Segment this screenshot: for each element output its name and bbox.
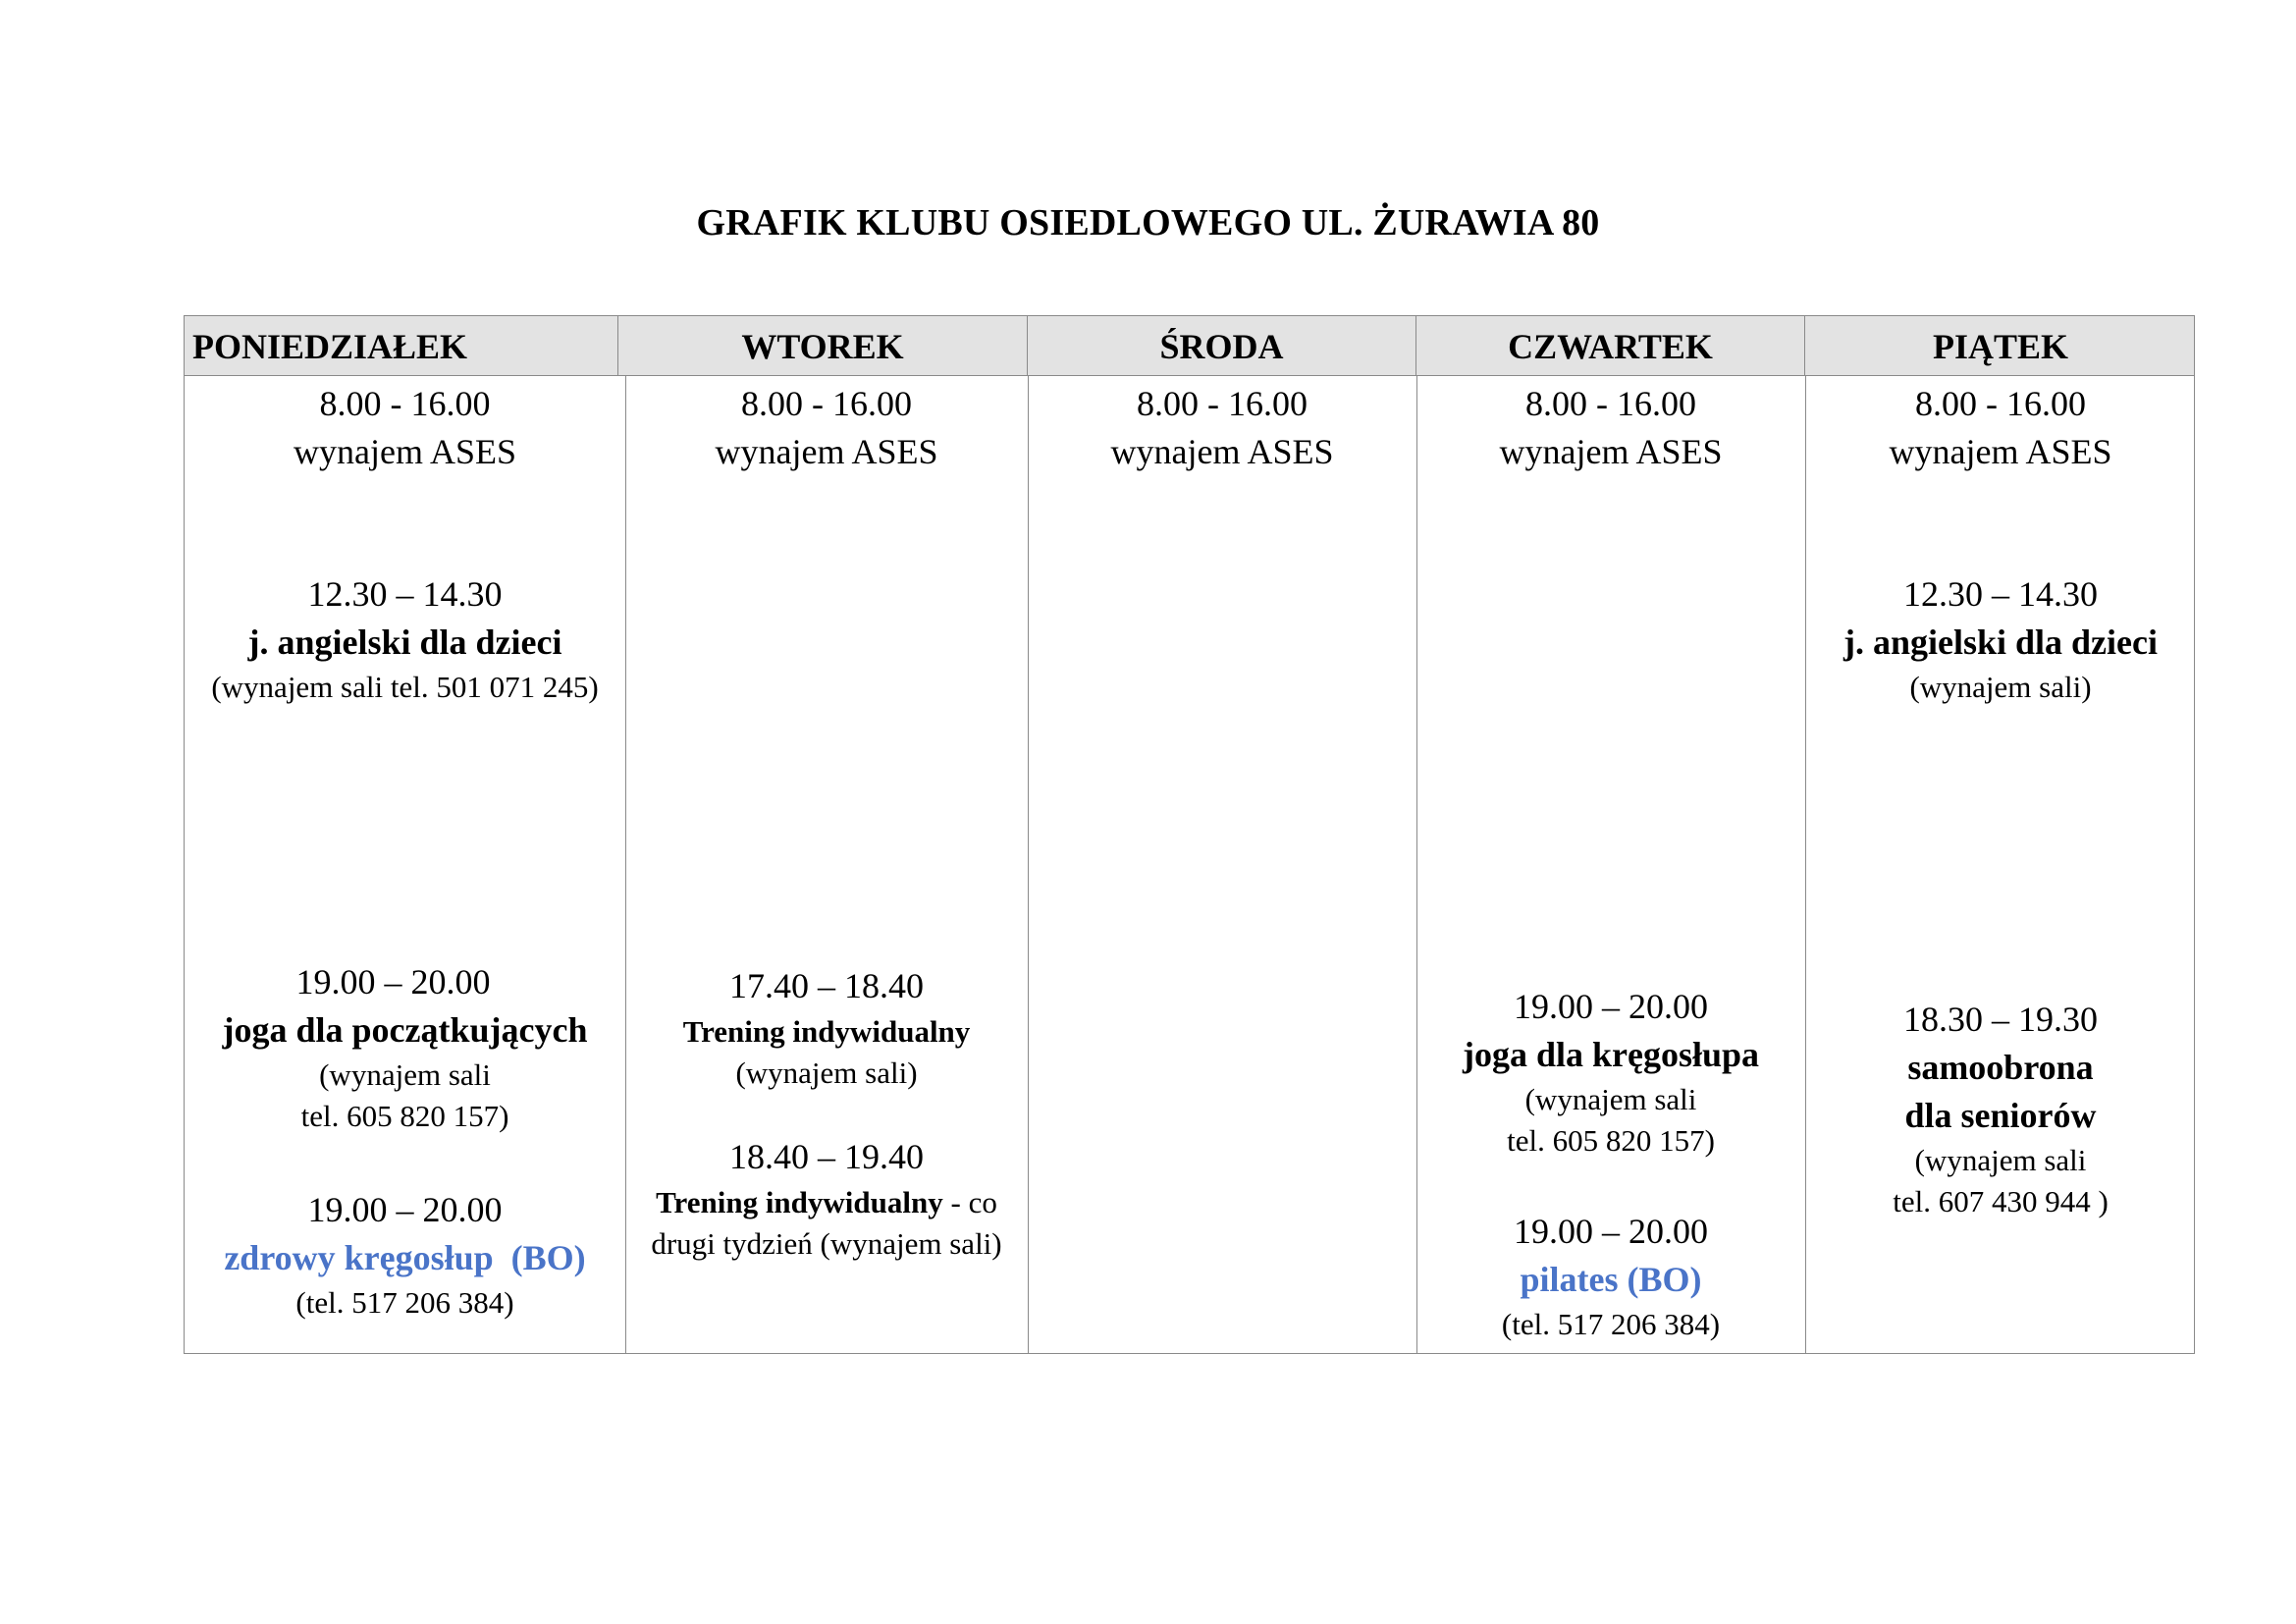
wednesday-ases-entry [1028,380,1416,476]
monday-spine-title: zdrowy kręgosłup (BO) [224,1238,586,1277]
monday-yoga-title: joga dla początkujących [222,1010,588,1050]
monday-english-title: j. angielski dla dzieci [247,623,562,662]
monday-spine-note: (tel. 517 206 384) [295,1285,514,1320]
thursday-yoga-note-1: (wynajem sali [1524,1082,1697,1116]
header-wednesday: ŚRODA [1028,316,1416,375]
tuesday-training2-suffix: - co [942,1185,997,1219]
friday-english-entry [1805,570,2196,708]
monday-yoga-entry [185,958,602,1137]
friday-ases-entry [1805,380,2196,476]
thursday-ases-time: 8.00 - 16.00 [1525,384,1696,423]
thursday-pilates-time: 19.00 – 20.00 [1514,1212,1708,1251]
header-thursday: CZWARTEK [1416,316,1805,375]
thursday-yoga-time: 19.00 – 20.00 [1514,987,1708,1026]
friday-defense-note-2: tel. 607 430 944 ) [1893,1184,2109,1218]
thursday-yoga-entry [1416,983,1805,1162]
friday-defense-title-1: samoobrona [1907,1048,2094,1087]
thursday-ases-label: wynajem ASES [1499,432,1723,471]
wednesday-ases-time: 8.00 - 16.00 [1137,384,1308,423]
column-divider [1028,376,1029,1353]
tuesday-ases-label: wynajem ASES [715,432,938,471]
tuesday-training1-entry [625,962,1028,1094]
monday-ases-label: wynajem ASES [293,432,516,471]
monday-english-entry [185,570,625,708]
tuesday-ases-time: 8.00 - 16.00 [741,384,912,423]
thursday-pilates-entry [1416,1208,1805,1345]
thursday-yoga-note-2: tel. 605 820 157) [1507,1123,1715,1158]
column-divider [1416,376,1417,1353]
monday-english-time: 12.30 – 14.30 [307,574,503,614]
header-tuesday: WTOREK [618,316,1028,375]
monday-yoga-note-2: tel. 605 820 157) [300,1099,509,1133]
tuesday-training2-time: 18.40 – 19.40 [729,1137,924,1176]
tuesday-training2-note: drugi tydzień (wynajem sali) [651,1226,1002,1261]
wednesday-ases-label: wynajem ASES [1110,432,1334,471]
tuesday-training2-title: Trening indywidualny [656,1185,943,1219]
friday-defense-note-1: (wynajem sali [1914,1143,2087,1177]
friday-english-time: 12.30 – 14.30 [1903,574,2098,614]
monday-english-note: (wynajem sali tel. 501 071 245) [211,670,599,704]
monday-ases-entry [185,380,625,476]
friday-english-note: (wynajem sali) [1909,670,2092,704]
friday-english-title: j. angielski dla dzieci [1842,623,2158,662]
monday-spine-time: 19.00 – 20.00 [307,1190,503,1229]
thursday-pilates-note: (tel. 517 206 384) [1501,1307,1721,1341]
schedule-table [184,315,2195,1354]
tuesday-training1-title: Trening indywidualny [682,1014,971,1049]
friday-defense-time: 18.30 – 19.30 [1903,1000,2098,1039]
monday-spine-entry [185,1186,625,1324]
thursday-ases-entry [1416,380,1805,476]
tuesday-ases-entry [625,380,1028,476]
thursday-pilates-title: pilates (BO) [1520,1260,1702,1299]
monday-ases-time: 8.00 - 16.00 [319,384,491,423]
header-friday: PIĄTEK [1932,327,2069,366]
friday-defense-entry [1805,996,2196,1222]
thursday-yoga-title: joga dla kręgosłupa [1462,1035,1760,1074]
friday-defense-title-2: dla seniorów [1904,1096,2097,1135]
monday-yoga-note-1: (wynajem sali [319,1057,491,1092]
table-header-row [185,316,2194,376]
monday-yoga-time: 19.00 – 20.00 [295,962,491,1001]
tuesday-training2-entry [625,1133,1028,1265]
tuesday-training1-time: 17.40 – 18.40 [729,966,924,1005]
friday-ases-time: 8.00 - 16.00 [1915,384,2086,423]
tuesday-training1-note: (wynajem sali) [735,1056,918,1090]
friday-ases-label: wynajem ASES [1889,432,2112,471]
header-monday: PONIEDZIAŁEK [185,316,618,375]
tuesday-training2-line [625,1181,1028,1223]
page-title: GRAFIK KLUBU OSIEDLOWEGO UL. ŻURAWIA 80 [696,202,1600,244]
